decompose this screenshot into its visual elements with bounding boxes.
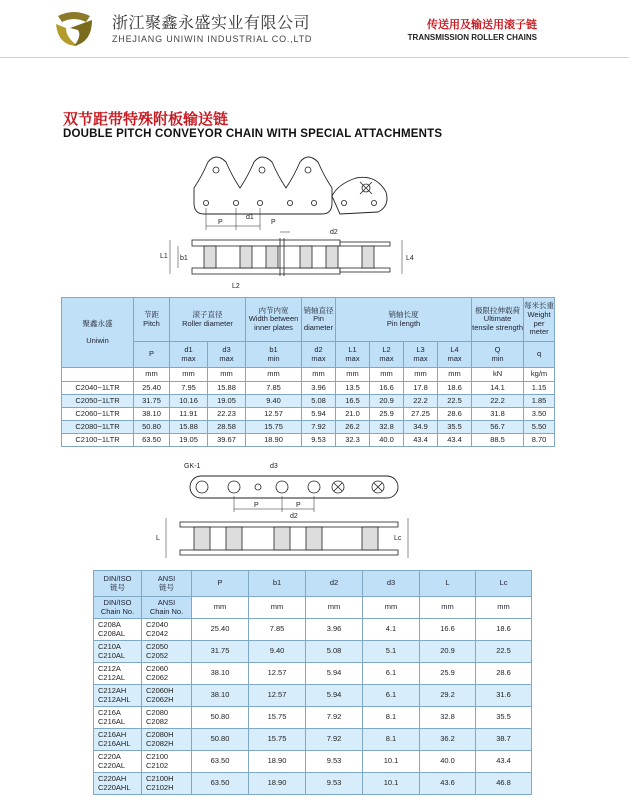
chain-number-cell: C2080 C2082 (142, 707, 192, 729)
table-row (94, 663, 532, 685)
table-cell: 5.94 (306, 663, 363, 685)
section-title-cn: 双节距带特殊附板输送链 (63, 111, 229, 128)
table-row (62, 434, 555, 447)
table-cell: 12.57 (249, 663, 306, 685)
table-cell: 5.08 (302, 395, 336, 408)
din-sub-header: DIN/ISO Chain No. (94, 597, 142, 619)
spec-table-1: 聚鑫永盛 Uniwin 节距 Pitch 滚子直径 Roller diameter 内节内宽 Width between inner plates 销轴直径 Pin diameter 销轴长度 Pin length 极限拉伸载荷 Ultimate tensile strength 每米长重 Weight per meter P d1 max d3 max b1 min d2 max L1 max L2 max L3 max L4 max Q min q mm mm mm mm mm mm mm mm mm kN kg/m C2040−1LTR 25.40 7.95 15.88 7.85 3.96 13.5 16.6 17.8 18.6 14.1 1.15 C2050−1LTR 31.75 10.16 19.05 9.40 5.08 16.5 20.9 22.2 22.5 22.2 1.85 C2060−1LTR 38.10 11.91 22.23 12.57 5.94 21.0 25.9 27.25 28.6 31.8 3.50 C2080−1LTR 50.80 15.88 28.58 15.75 7.92 26.2 32.8 34.9 35.5 56.7 5.50 C2100−1LTR 63.50 19.05 39.67 18.90 9.53 32.3 40.0 43.4 43.4 88.5 8.70 (61, 297, 555, 447)
chain-number-cell: C2050 C2052 (142, 641, 192, 663)
table-cell: 5.50 (524, 421, 555, 434)
table-cell: 22.5 (438, 395, 472, 408)
table-row (62, 408, 555, 421)
chain-drawing-bottom (150, 456, 420, 568)
table-cell: 18.90 (249, 751, 306, 773)
table-cell: 32.8 (420, 707, 476, 729)
company-name-cn: 浙江聚鑫永盛实业有限公司 (112, 15, 311, 32)
table-cell: 35.5 (438, 421, 472, 434)
table-cell: 22.23 (208, 408, 246, 421)
table-cell: 25.40 (192, 619, 249, 641)
table-cell: 50.80 (192, 729, 249, 751)
table-cell: 50.80 (134, 421, 170, 434)
table-row (94, 641, 532, 663)
chain-number-cell: C2080H C2082H (142, 729, 192, 751)
chain-number-cell: C212AH C212AHL (94, 685, 142, 707)
table-cell: 31.75 (192, 641, 249, 663)
table-cell: 31.8 (472, 408, 524, 421)
chain-number-cell: C2050−1LTR (62, 395, 134, 408)
pitch-label-2: P (271, 219, 276, 226)
table-cell: 7.92 (302, 421, 336, 434)
table-row (94, 707, 532, 729)
table-cell: 18.90 (246, 434, 302, 447)
chain-number-cell: C2060H C2062H (142, 685, 192, 707)
table-cell: 20.9 (370, 395, 404, 408)
table-row (94, 773, 532, 795)
table-cell: 63.50 (192, 773, 249, 795)
table-cell: 28.6 (476, 663, 532, 685)
table-cell: 7.92 (306, 707, 363, 729)
table-cell: 32.8 (370, 421, 404, 434)
chain-number-cell: C212A C212AL (94, 663, 142, 685)
lc-label: Lc (394, 535, 402, 542)
pitch-label: P (218, 219, 223, 226)
table-cell: 17.8 (404, 382, 438, 395)
table-cell: 8.1 (363, 729, 420, 751)
table-cell: 40.0 (420, 751, 476, 773)
page-header (0, 0, 629, 58)
table-cell: 14.1 (472, 382, 524, 395)
table-cell: 5.08 (306, 641, 363, 663)
table-cell: 12.57 (249, 685, 306, 707)
table-cell: 35.5 (476, 707, 532, 729)
table-cell: 31.6 (476, 685, 532, 707)
ansi-header: ANSI 链号 (142, 571, 192, 597)
table-cell: 18.6 (438, 382, 472, 395)
table-cell: 18.90 (249, 773, 306, 795)
table-cell: 38.10 (134, 408, 170, 421)
chain-drawing-top (140, 148, 430, 293)
header-divider (0, 57, 629, 58)
section-title-en: DOUBLE PITCH CONVEYOR CHAIN WITH SPECIAL ATTACHMENTS (63, 128, 443, 140)
table-cell: 10.1 (363, 773, 420, 795)
table-cell: 6.1 (363, 663, 420, 685)
table-cell: 22.2 (404, 395, 438, 408)
l2-label: L2 (232, 283, 240, 290)
table-cell: 50.80 (192, 707, 249, 729)
table-cell: 15.75 (249, 729, 306, 751)
table-cell: 9.40 (249, 641, 306, 663)
chain-number-cell: C210A C210AL (94, 641, 142, 663)
table-cell: 5.94 (302, 408, 336, 421)
table-cell: 9.53 (302, 434, 336, 447)
table-cell: 27.25 (404, 408, 438, 421)
chain-number-cell: C220AH C220AHL (94, 773, 142, 795)
company-name-en: ZHEJIANG UNIWIN INDUSTRIAL CO.,LTD (112, 34, 313, 44)
table-cell: 19.05 (170, 434, 208, 447)
table-row (62, 421, 555, 434)
table-cell: 63.50 (134, 434, 170, 447)
table-cell: 7.85 (246, 382, 302, 395)
l-label: L (156, 535, 160, 542)
company-logo-icon (52, 6, 96, 50)
table-cell: 6.1 (363, 685, 420, 707)
chain-number-cell: C208A C208AL (94, 619, 142, 641)
table-cell: 8.70 (524, 434, 555, 447)
table-cell: 9.53 (306, 751, 363, 773)
table-cell: 36.2 (420, 729, 476, 751)
table-cell: 7.92 (306, 729, 363, 751)
din-header: DIN/ISO 链号 (94, 571, 142, 597)
table-cell: 28.6 (438, 408, 472, 421)
table-cell: 9.53 (306, 773, 363, 795)
gk-tag-label: GK-1 (184, 463, 201, 470)
l1-label: L1 (160, 253, 168, 260)
table-cell: 25.40 (134, 382, 170, 395)
chain-number-cell: C2060 C2062 (142, 663, 192, 685)
table-cell: 25.9 (370, 408, 404, 421)
table-cell: 19.05 (208, 395, 246, 408)
ansi-sub-header: ANSI Chain No. (142, 597, 192, 619)
table-cell: 26.2 (336, 421, 370, 434)
table-cell: 7.95 (170, 382, 208, 395)
table-cell: 3.96 (302, 382, 336, 395)
l4-label: L4 (406, 255, 414, 262)
table-cell: 25.9 (420, 663, 476, 685)
table-cell: 3.96 (306, 619, 363, 641)
table-cell: 15.75 (246, 421, 302, 434)
table-cell: 10.1 (363, 751, 420, 773)
table-cell: 11.91 (170, 408, 208, 421)
table-cell: 5.1 (363, 641, 420, 663)
table-cell: 38.7 (476, 729, 532, 751)
unit-row: mm mm mm mm mm mm mm mm mm kN kg/m (62, 368, 555, 382)
table-cell: 21.0 (336, 408, 370, 421)
table-cell: 16.5 (336, 395, 370, 408)
table-cell: 43.4 (476, 751, 532, 773)
pitch-label-b: P (254, 502, 259, 509)
table-row (94, 619, 532, 641)
table-cell: 63.50 (192, 751, 249, 773)
table-cell: 9.40 (246, 395, 302, 408)
table-cell: 46.8 (476, 773, 532, 795)
chain-number-cell: C2100H C2102H (142, 773, 192, 795)
table-cell: 43.4 (438, 434, 472, 447)
table-cell: 38.10 (192, 663, 249, 685)
table-cell: 4.1 (363, 619, 420, 641)
chain-number-cell: C216A C216AL (94, 707, 142, 729)
table-cell: 20.9 (420, 641, 476, 663)
table-cell: 29.2 (420, 685, 476, 707)
table-cell: 43.6 (420, 773, 476, 795)
table-cell: 16.6 (370, 382, 404, 395)
table-cell: 15.88 (208, 382, 246, 395)
table-row (62, 395, 555, 408)
table-cell: 7.85 (249, 619, 306, 641)
table-cell: 1.85 (524, 395, 555, 408)
table-row (94, 685, 532, 707)
table-cell: 16.6 (420, 619, 476, 641)
table-cell: 13.5 (336, 382, 370, 395)
table-cell: 3.50 (524, 408, 555, 421)
chain-number-cell: C216AH C216AHL (94, 729, 142, 751)
table-cell: 56.7 (472, 421, 524, 434)
table-cell: 34.9 (404, 421, 438, 434)
table-cell: 15.88 (170, 421, 208, 434)
table-cell: 18.6 (476, 619, 532, 641)
table-cell: 88.5 (472, 434, 524, 447)
chain-number-cell: C2040−1LTR (62, 382, 134, 395)
table-cell: 43.4 (404, 434, 438, 447)
table-cell: 31.75 (134, 395, 170, 408)
spec-table-2: DIN/ISO 链号 ANSI 链号 P b1 d2 d3 L Lc DIN/ISO Chain No. ANSI Chain No. mm mm mm mm mm mm C208A C208AL C2040 C2042 25.40 7.85 3.96 4.1 16.6 18.6 C210A C210AL C2050 C2052 31.75 9.40 5.08 5.1 20.9 22.5 C212A C212AL C2060 C2062 38.10 12.57 5.94 6.1 25.9 28.6 C212AH C212AHL C2060H C2062H 38.10 12.57 5.94 6.1 29.2 31.6 C216A C216AL C2080 C2082 50.80 15.75 7.92 8.1 32.8 35.5 C216AH C216AHL C2080H C2082H 50.80 15.75 7.92 8.1 36.2 38.7 C220A C220AL C2100 C2102 63.50 18.90 9.53 10.1 40.0 43.4 C220AH C220AHL C2100H C2102H 63.50 18.90 9.53 10.1 43.6 46.8 (93, 570, 532, 795)
brand-header: 聚鑫永盛 Uniwin (62, 298, 134, 368)
table-cell: 8.1 (363, 707, 420, 729)
table-cell: 22.5 (476, 641, 532, 663)
chain-number-cell: C2100−1LTR (62, 434, 134, 447)
table-cell: 10.16 (170, 395, 208, 408)
chain-number-cell: C2040 C2042 (142, 619, 192, 641)
slogan-cn: 传送用及输送用滚子链 (427, 19, 537, 31)
b1-label: b1 (180, 255, 188, 262)
symbol-row: P d1 max d3 max b1 min d2 max L1 max L2 max L3 max L4 max Q min q (62, 342, 555, 368)
table-row (62, 382, 555, 395)
table-cell: 40.0 (370, 434, 404, 447)
table-cell: 15.75 (249, 707, 306, 729)
table-cell: 39.67 (208, 434, 246, 447)
pitch-label-b2: P (296, 502, 301, 509)
table-cell: 22.2 (472, 395, 524, 408)
table-cell: 12.57 (246, 408, 302, 421)
table-cell: 1.15 (524, 382, 555, 395)
slogan-en: TRANSMISSION ROLLER CHAINS (407, 33, 537, 42)
chain-number-cell: C2100 C2102 (142, 751, 192, 773)
table-row (94, 729, 532, 751)
chain-number-cell: C2080−1LTR (62, 421, 134, 434)
table-cell: 32.3 (336, 434, 370, 447)
table-cell: 38.10 (192, 685, 249, 707)
chain-number-cell: C220A C220AL (94, 751, 142, 773)
d1-label: d1 (246, 214, 254, 221)
table-row (94, 751, 532, 773)
table-cell: 28.58 (208, 421, 246, 434)
table-cell: 5.94 (306, 685, 363, 707)
d2-label-b: d2 (290, 513, 298, 520)
d2-label: d2 (330, 229, 338, 236)
d3-label: d3 (270, 463, 278, 470)
chain-number-cell: C2060−1LTR (62, 408, 134, 421)
